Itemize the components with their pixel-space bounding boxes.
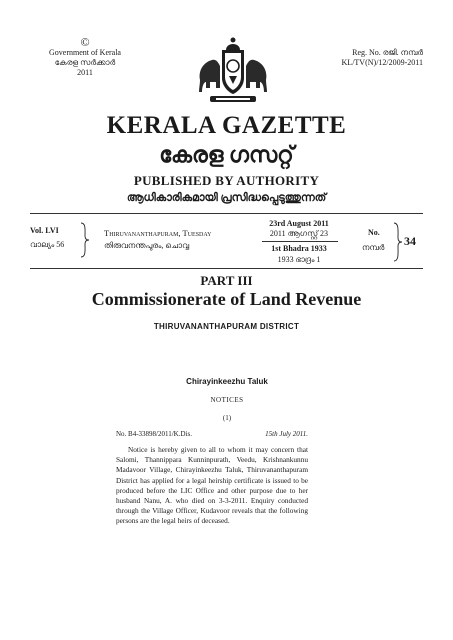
divider-bottom [30,268,423,269]
copyright-year: 2011 [77,68,93,77]
date-divider [262,241,338,242]
volume-label: Vol. LVI [30,226,59,235]
notice-date: 15th July 2011. [265,430,308,438]
registration-block [283,48,423,68]
district-heading: THIRUVANANTHAPURAM DISTRICT [153,322,300,331]
issue-date: 23rd August 2011 [269,219,329,228]
published-by-authority-ml: ആധികാരികമായി പ്രസിദ്ധപ്പെടുത്തുന്നത് [126,192,327,204]
gazette-title: KERALA GAZETTE [106,112,347,139]
copyright-government-ml: കേരള സർക്കാർ [54,58,116,67]
copyright-government: Government of Kerala [49,48,121,57]
part-heading: PART III [200,273,253,288]
notice-reference: No. B4-33898/2011/K.Dis. [116,430,192,438]
issue-date-ml: 2011 ആഗസ്റ്റ് 23 [269,229,329,238]
office-heading: Commissionerate of Land Revenue [91,289,362,309]
saka-date-ml: 1933 ഭാദ്രം 1 [277,255,321,264]
saka-date: 1st Bhadra 1933 [271,244,327,253]
left-brace-icon [80,222,90,258]
volume-label-ml: വാല്യം 56 [30,240,65,249]
registration-number: KL/TV(N)/12/2009-2011 [341,58,423,67]
copyright-block [30,36,140,78]
right-brace-icon [393,222,403,262]
taluk-heading: Chirayinkeezhu Taluk [186,377,268,386]
issue-number-label-ml: നമ്പർ [362,243,385,252]
registration-label: Reg. No. രജി. നമ്പർ [352,48,423,57]
notice-body: Notice is hereby given to all to whom it may concern that Salomi, Thannippara Kunninpurath, Veedu, Krishnankunnu Madavoor Village, Chirayinkeezhu Taluk, Thiruvananthapuram District has applied for a legal heirship certificate is issued to be produced before the LIC Office and other purpose due to her husband Nanu, A. who died on 3-3-2011. Enquiry conducted through the Village Officer, Kudavoor reveals that the following persons are the legal heirs of deceased. [116,445,308,526]
copyright-symbol: © [80,35,90,49]
kerala-state-emblem-icon [196,36,270,108]
issue-number-label: No. [368,228,380,237]
divider-top [30,213,423,214]
notice-number: (1) [222,414,232,422]
issue-number: 34 [404,234,416,248]
issue-place-day: Thiruvananthapuram, Tuesday [104,228,212,238]
gazette-title-ml: കേരള ഗസറ്റ് [159,142,294,167]
notices-heading: NOTICES [210,396,244,404]
issue-place-day-ml: തിരുവനന്തപുരം, ചൊവ്വ [104,241,190,250]
published-by-authority: PUBLISHED BY AUTHORITY [133,173,320,188]
